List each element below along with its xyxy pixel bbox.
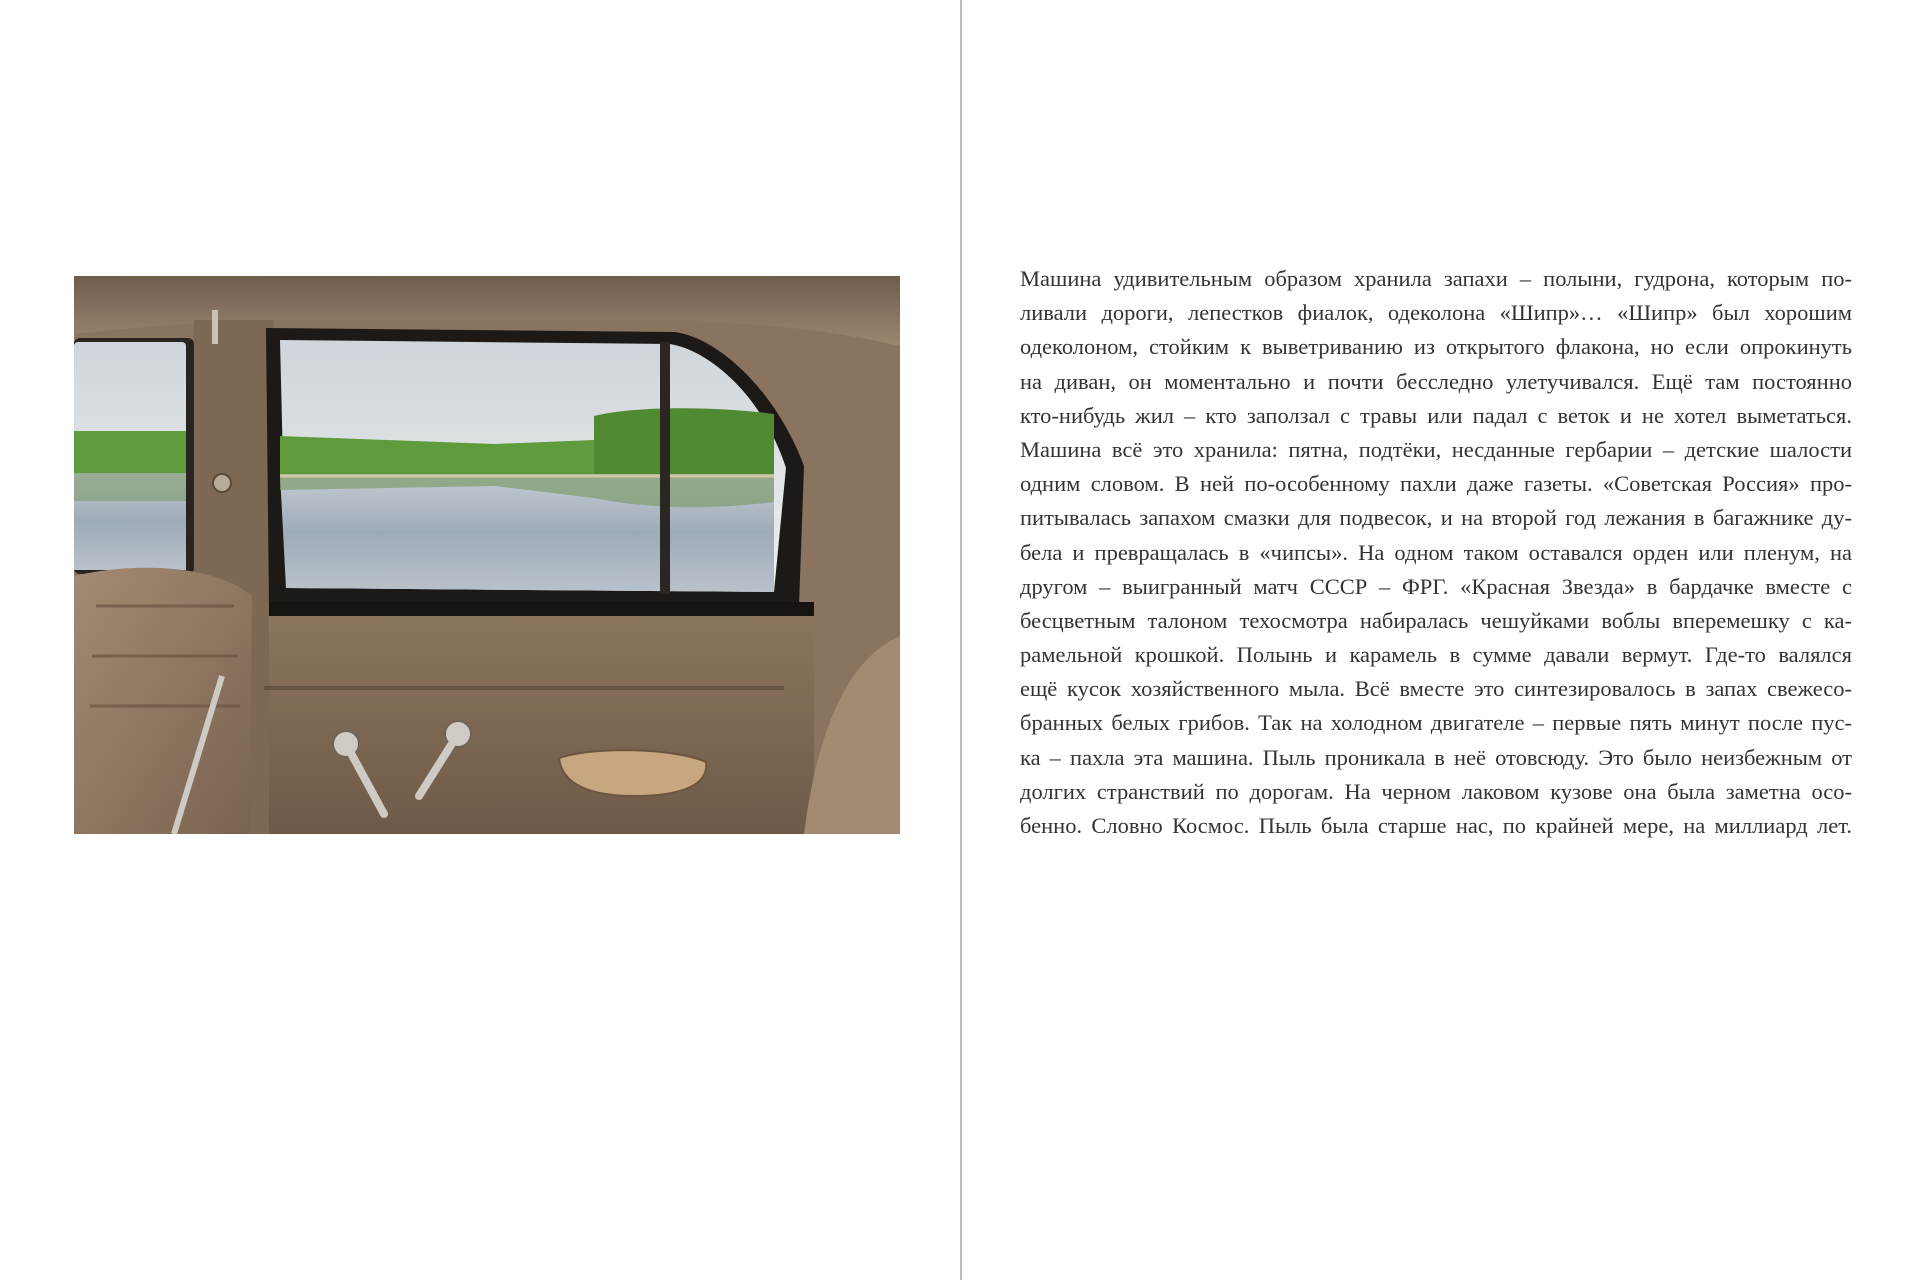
paragraph-line: бранных белых грибов. Так на холодном двигателе – первые пять минут после пус- [1020,710,1852,736]
paragraph-line: Машина удивительным образом хранила запахи – полыни, гудрона, которым по- [1020,266,1852,291]
paragraph-line: другом – выигранный матч СССР – ФРГ. «Красная Звезда» в бардачке вместе с [1020,573,1852,599]
paragraph-line: ка – пахла эта машина. Пыль проникала в неё отовсюду. Это было неизбежным от [1020,744,1852,770]
paragraph-line: Машина всё это хранила: пятна, подтёки, несданные гербарии – детские шалости [1020,436,1852,462]
main-window-forest [594,408,774,476]
car-interior-photo [74,276,900,834]
vent-window-divider [660,342,670,594]
rear-window-trees [74,431,186,473]
paragraph-line: бесцветным талоном техосмотра набиралась чешуйками воблы вперемешку с ка- [1020,607,1852,633]
paragraph-line: питывалась запахом смазки для подвесок, и на второй год лежания в багажнике ду- [1020,505,1852,531]
rear-window-reflection [74,473,186,501]
paragraph-line: долгих странствий по дорогам. На черном лаковом кузове она была заметна осо- [1020,778,1852,804]
paragraph-line: ливали дороги, лепестков фиалок, одеколона «Шипр»… «Шипр» был хорошим [1020,300,1852,326]
pillar-knob [213,474,231,492]
paragraph-line: одним словом. В ней по-особенному пахли даже газеты. «Советская Россия» про- [1020,471,1852,497]
window-sill [269,602,814,616]
paragraph-line: на диван, он моментально и почти бесследно улетучивался. Ещё там постоянно [1020,368,1852,394]
paragraph-line: кто-нибудь жил – кто заползал с травы или падал с веток и не хотел выметаться. [1020,402,1852,428]
paragraph-line: бенно. Словно Космос. Пыль была старше нас, по крайней мере, на миллиард лет. [1020,813,1852,838]
car-interior-illustration [74,276,900,834]
paragraph-line: одеколоном, стойким к выветриванию из открытого флакона, но если опрокинуть [1020,334,1852,360]
paragraph-line: бела и превращалась в «чипсы». На одном таком оставался орден или пленум, на [1020,539,1852,565]
door-trim [264,686,784,690]
window-latch [212,310,218,344]
rear-seat [74,568,252,834]
door-panel [269,608,814,834]
paragraph-line: ещё кусок хозяйственного мыла. Всё вместе это синтезировалось в запах свежесо- [1020,676,1852,702]
paragraph-line: рамельной крошкой. Полынь и карамель в сумме давали вермут. Где-то валялся [1020,642,1852,668]
page-gutter [960,0,962,1280]
body-paragraph [1020,262,1852,843]
